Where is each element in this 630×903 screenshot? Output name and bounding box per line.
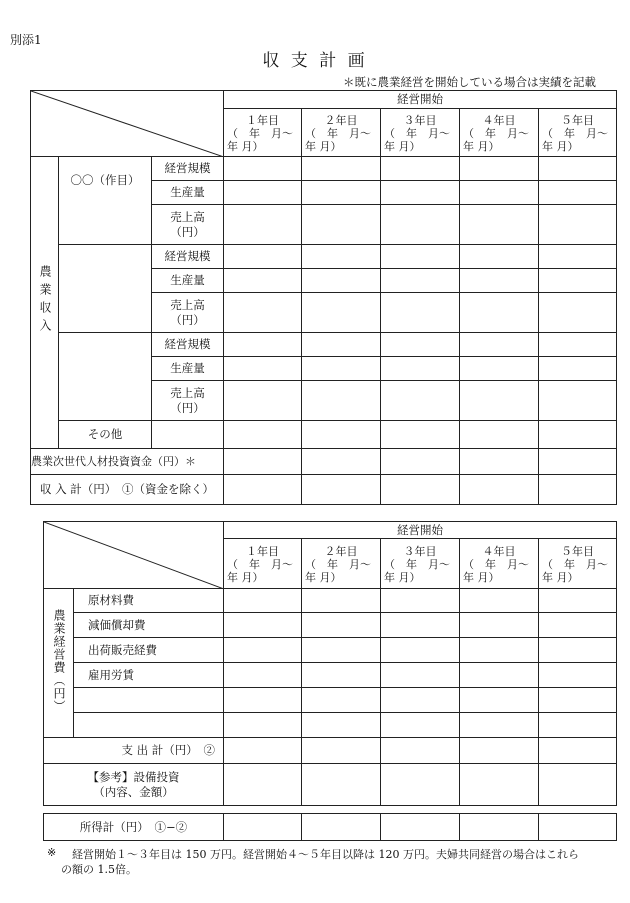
crop-name-3[interactable]	[59, 333, 152, 421]
row-label-expense-total: 支 出 計（円） ②	[44, 738, 224, 764]
input-cell[interactable]	[224, 589, 302, 613]
input-cell[interactable]	[302, 663, 381, 688]
input-cell[interactable]	[224, 713, 302, 738]
input-cell[interactable]	[539, 181, 617, 205]
input-cell[interactable]	[224, 181, 302, 205]
input-cell[interactable]	[460, 663, 539, 688]
input-cell[interactable]	[539, 764, 617, 806]
input-cell[interactable]	[539, 713, 617, 738]
input-cell[interactable]	[460, 157, 539, 181]
input-cell[interactable]	[539, 449, 617, 475]
expense-header-diagonal-cell	[44, 522, 224, 589]
input-cell[interactable]	[539, 333, 617, 357]
input-cell[interactable]	[460, 333, 539, 357]
input-cell[interactable]	[460, 738, 539, 764]
input-cell[interactable]	[460, 449, 539, 475]
header-diagonal-cell	[31, 91, 224, 157]
input-cell[interactable]	[302, 638, 381, 663]
input-cell[interactable]	[302, 245, 381, 269]
input-cell[interactable]	[302, 613, 381, 638]
input-cell[interactable]	[381, 713, 460, 738]
input-cell[interactable]	[460, 381, 539, 421]
input-cell[interactable]	[224, 205, 302, 245]
crop-name-1: 〇〇（作目）	[59, 157, 152, 245]
input-cell[interactable]	[302, 713, 381, 738]
header-start-label: 経営開始	[224, 522, 617, 539]
input-cell[interactable]	[302, 814, 381, 841]
input-cell[interactable]	[381, 381, 460, 421]
input-cell[interactable]	[460, 688, 539, 713]
input-cell[interactable]	[302, 205, 381, 245]
year-header-5: ５年目 （ 年 月〜 年 月）	[539, 539, 617, 589]
input-cell[interactable]	[302, 764, 381, 806]
row-label-income-total: 収 入 計（円） ①（資金を除く）	[31, 475, 224, 505]
expense-item-labor: 雇用労賃	[74, 663, 224, 688]
input-cell[interactable]	[381, 357, 460, 381]
input-cell[interactable]	[460, 764, 539, 806]
input-cell[interactable]	[460, 638, 539, 663]
input-cell[interactable]	[224, 357, 302, 381]
year-header-2: ２年目 （ 年 月〜 年 月）	[302, 109, 381, 157]
input-cell[interactable]	[302, 475, 381, 505]
input-cell[interactable]	[460, 357, 539, 381]
input-cell[interactable]	[460, 181, 539, 205]
row-label-other: その他	[59, 421, 152, 449]
input-cell[interactable]	[381, 205, 460, 245]
row-label-reference-investment: 【参考】設備投資 （内容、金額）	[44, 764, 224, 806]
input-cell[interactable]	[302, 449, 381, 475]
input-cell[interactable]	[302, 357, 381, 381]
input-cell[interactable]	[302, 688, 381, 713]
input-cell[interactable]	[381, 333, 460, 357]
input-cell[interactable]	[460, 269, 539, 293]
input-cell[interactable]	[460, 589, 539, 613]
input-cell[interactable]	[460, 814, 539, 841]
year-header-5: ５年目 （ 年 月〜 年 月）	[539, 109, 617, 157]
row-label-profit: 所得計（円） ①−②	[44, 814, 224, 841]
input-cell[interactable]	[381, 293, 460, 333]
row-label-scale: 経営規模	[152, 333, 224, 357]
row-label-production: 生産量	[152, 181, 224, 205]
page-title: 収 支 計 画	[262, 51, 368, 71]
profit-table	[43, 813, 617, 841]
input-cell[interactable]	[539, 613, 617, 638]
input-cell[interactable]	[381, 475, 460, 505]
input-cell[interactable]	[381, 449, 460, 475]
input-cell[interactable]	[381, 269, 460, 293]
input-cell[interactable]	[381, 688, 460, 713]
input-cell[interactable]	[302, 269, 381, 293]
input-cell[interactable]	[539, 421, 617, 449]
input-cell[interactable]	[224, 638, 302, 663]
year-header-1: １年目 （ 年 月〜 年 月）	[224, 539, 302, 589]
input-cell[interactable]	[381, 245, 460, 269]
input-cell[interactable]	[224, 157, 302, 181]
expense-item-blank[interactable]	[74, 713, 224, 738]
row-label-sales: 売上高 （円）	[152, 205, 224, 245]
input-cell[interactable]	[224, 475, 302, 505]
income-category: 農業収入	[31, 157, 59, 449]
input-cell[interactable]	[460, 613, 539, 638]
income-table	[30, 90, 617, 505]
expense-item-depreciation: 減価償却費	[74, 613, 224, 638]
header-start-label: 経営開始	[224, 91, 617, 109]
input-cell[interactable]	[539, 638, 617, 663]
input-cell[interactable]	[460, 293, 539, 333]
input-cell[interactable]	[539, 688, 617, 713]
input-cell[interactable]	[539, 814, 617, 841]
input-cell[interactable]	[381, 663, 460, 688]
expense-table	[43, 521, 617, 806]
input-cell[interactable]	[224, 613, 302, 638]
input-cell[interactable]	[381, 638, 460, 663]
input-cell[interactable]	[302, 381, 381, 421]
input-cell[interactable]	[302, 181, 381, 205]
input-cell[interactable]	[224, 764, 302, 806]
input-cell[interactable]	[539, 663, 617, 688]
input-cell[interactable]	[460, 245, 539, 269]
year-header-3: ３年目 （ 年 月〜 年 月）	[381, 109, 460, 157]
expense-category: 農業経営費（円）	[44, 589, 74, 738]
input-cell[interactable]	[539, 589, 617, 613]
row-label-scale: 経営規模	[152, 157, 224, 181]
input-cell[interactable]	[381, 738, 460, 764]
row-label-production: 生産量	[152, 269, 224, 293]
row-label-production: 生産量	[152, 357, 224, 381]
expense-item-shipping: 出荷販売経費	[74, 638, 224, 663]
input-cell[interactable]	[539, 381, 617, 421]
input-cell[interactable]	[460, 421, 539, 449]
row-label-subsidy: 農業次世代人材投資資金（円）＊	[31, 449, 224, 475]
input-cell[interactable]	[224, 421, 302, 449]
input-cell[interactable]	[302, 421, 381, 449]
footnote-line1: 経営開始１〜３年目は 150 万円。経営開始４〜５年目以降は 120 万円。夫婦共同経営の場合はこれら	[72, 848, 579, 861]
input-cell[interactable]	[224, 663, 302, 688]
input-cell[interactable]	[224, 293, 302, 333]
input-cell[interactable]	[381, 589, 460, 613]
diagonal-line	[44, 522, 224, 589]
input-cell[interactable]	[381, 814, 460, 841]
input-cell[interactable]	[381, 157, 460, 181]
year-header-4: ４年目 （ 年 月〜 年 月）	[460, 109, 539, 157]
crop-name-2[interactable]	[59, 245, 152, 333]
footnote-line2: の額の 1.5倍。	[61, 863, 137, 876]
input-cell[interactable]	[460, 205, 539, 245]
expense-item-blank[interactable]	[74, 688, 224, 713]
input-cell[interactable]	[224, 245, 302, 269]
input-cell[interactable]	[224, 688, 302, 713]
input-cell[interactable]	[224, 449, 302, 475]
input-cell[interactable]	[539, 738, 617, 764]
input-cell[interactable]	[381, 181, 460, 205]
input-cell[interactable]	[381, 764, 460, 806]
year-header-1: １年目 （ 年 月〜 年 月）	[224, 109, 302, 157]
input-cell[interactable]	[381, 613, 460, 638]
input-cell[interactable]	[224, 738, 302, 764]
year-header-2: ２年目 （ 年 月〜 年 月）	[302, 539, 381, 589]
input-cell[interactable]	[302, 589, 381, 613]
input-cell[interactable]	[539, 245, 617, 269]
input-cell[interactable]	[302, 333, 381, 357]
year-header-3: ３年目 （ 年 月〜 年 月）	[381, 539, 460, 589]
attachment-label: 別添1	[10, 33, 42, 47]
input-cell[interactable]	[539, 205, 617, 245]
input-cell[interactable]	[539, 269, 617, 293]
input-cell[interactable]	[381, 421, 460, 449]
row-label-sales: 売上高 （円）	[152, 381, 224, 421]
input-cell[interactable]	[539, 475, 617, 505]
input-cell[interactable]	[460, 475, 539, 505]
year-header-4: ４年目 （ 年 月〜 年 月）	[460, 539, 539, 589]
input-cell[interactable]	[539, 357, 617, 381]
input-cell[interactable]	[302, 157, 381, 181]
input-cell[interactable]	[224, 814, 302, 841]
input-cell[interactable]	[539, 157, 617, 181]
row-label-scale: 経営規模	[152, 245, 224, 269]
expense-item-materials: 原材料費	[74, 589, 224, 613]
input-cell[interactable]	[224, 269, 302, 293]
input-cell[interactable]	[302, 293, 381, 333]
input-cell[interactable]	[224, 333, 302, 357]
input-cell[interactable]	[539, 293, 617, 333]
footnote-mark: ※	[47, 846, 57, 859]
input-cell[interactable]	[152, 421, 224, 449]
input-cell[interactable]	[302, 738, 381, 764]
input-cell[interactable]	[460, 713, 539, 738]
row-label-sales: 売上高 （円）	[152, 293, 224, 333]
diagonal-line	[31, 91, 224, 157]
input-cell[interactable]	[224, 381, 302, 421]
note-top: ＊既に農業経営を開始している場合は実績を記載	[343, 75, 596, 89]
